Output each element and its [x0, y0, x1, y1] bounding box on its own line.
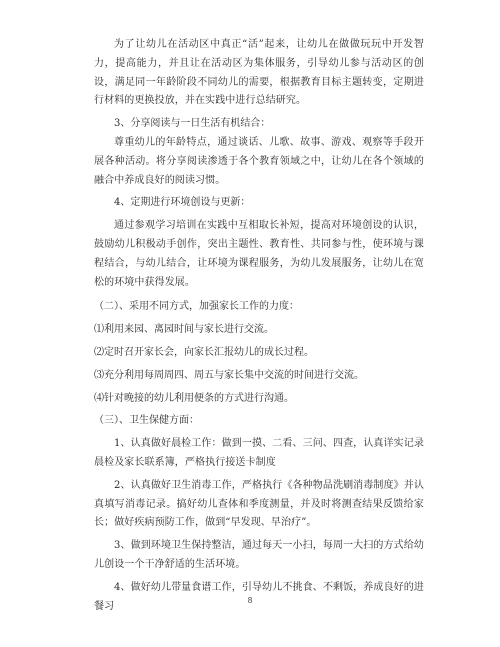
- section-heading-parents: （二）、采用不同方式，加强家长工作的力度：: [94, 301, 299, 313]
- paragraph-disinfection: 2、认真做好卫生消毒工作，严格执行《各种物品洗刷消毒制度》并认真填写消毒记录。搞好幼儿查体和季度测量，并及时将测查结果反馈给家长；做好疾病预防工作，做到“早发现、早治疗”。: [94, 479, 424, 529]
- paragraph-meal-plan: 4、做好幼儿带量食谱工作，引导幼儿不挑食、不剩饭，养成良好的进餐习: [94, 581, 424, 612]
- heading-environment: 4、定期进行环境创设与更新：: [114, 197, 251, 209]
- page-content: [94, 36, 424, 616]
- list-item: ⑴利用来园、离园时间与家长进行交流。: [94, 324, 274, 336]
- paragraph-activity-area: 为了让幼儿在活动区中真正“活”起来，让幼儿在做做玩玩中开发智力，提高能力，并且让在活动区为集体服务，引导幼儿参与活动区的创设，满足同一年龄阶段不同幼儿的需要，根据教育目标主题转变，定期进行材料的更换投放，并在实践中进行总结研究。: [94, 39, 424, 107]
- list-item: ⑵定时召开家长会，向家长汇报幼儿的成长过程。: [94, 346, 314, 358]
- paragraph-environment: 通过参观学习培训在实践中互相取长补短，提高对环境创设的认识，鼓励幼儿积极动手创作，突出主题性、教育性、共同参与性，使环境与课程结合，与幼儿结合，让环境为课程服务，为幼儿发展服务，让幼儿在宽松的环境中获得发展。: [94, 220, 424, 288]
- paragraph-shared-reading: 尊重幼儿的年龄特点，通过谈话、儿歌、故事、游戏、观察等手段开展各种活动。将分享阅读渗透于各个教育领域之中，让幼儿在各个领域的融合中养成良好的阅读习惯。: [94, 136, 424, 186]
- heading-shared-reading: 3、分享阅读与一日生活有机结合：: [114, 118, 271, 130]
- section-heading-health: （三）、卫生保健方面：: [94, 415, 199, 427]
- list-item: ⑷针对晚接的幼儿利用便条的方式进行沟通。: [94, 392, 294, 404]
- paragraph-environment-hygiene: 3、做到环境卫生保持整洁，通过每天一小扫，每周一大扫的方式给幼儿创设一个干净舒适的生活环境。: [94, 540, 424, 570]
- page-number: 8: [247, 596, 253, 605]
- list-item: ⑶充分利用每周周四、周五与家长集中交流的时间进行交流。: [94, 369, 364, 381]
- paragraph-morning-check: 1、认真做好晨检工作：做到一摸、二看、三问、四查，认真详实记录晨检及家长联系簿，严格执行接送卡制度: [94, 438, 424, 468]
